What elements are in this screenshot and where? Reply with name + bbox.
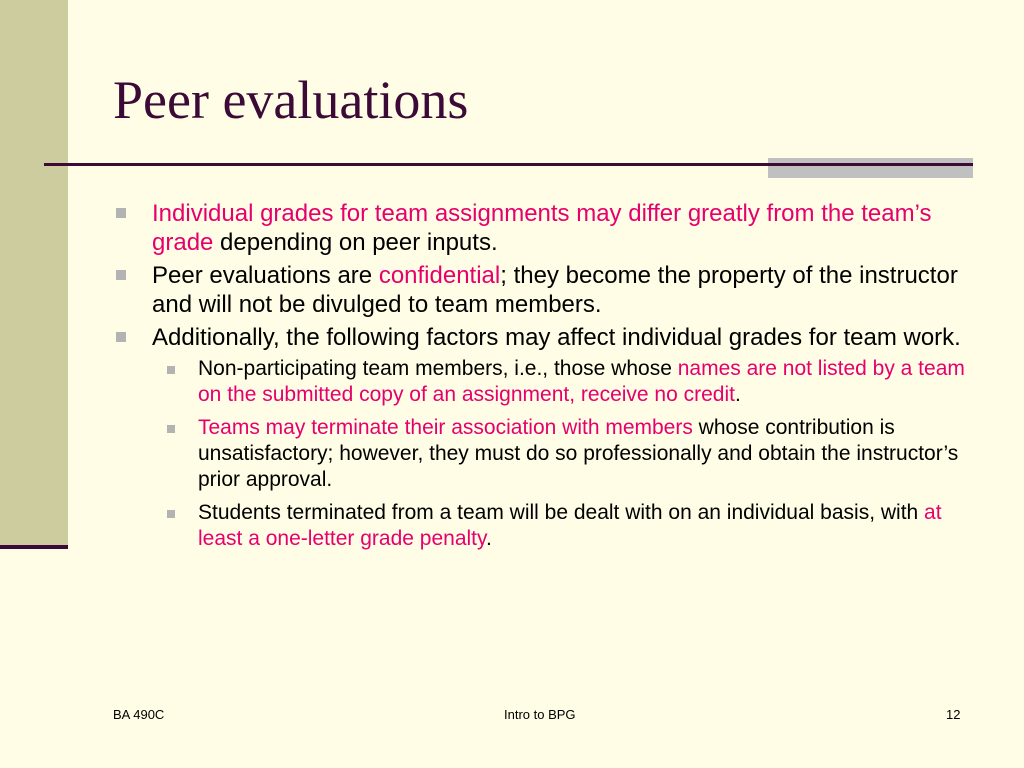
square-bullet-icon <box>116 270 126 280</box>
square-bullet-icon <box>116 208 126 218</box>
sub-bullet-item-terminate <box>114 415 974 493</box>
square-bullet-icon <box>116 332 126 342</box>
bullet-item-confidential <box>114 261 974 319</box>
square-bullet-icon <box>167 510 175 518</box>
footer-course-code: BA 490C <box>113 707 165 722</box>
sub-bullet-item-penalty <box>114 500 974 552</box>
bullet-text: ; they become the property of the instructor and will not be divulged to team members. <box>152 262 958 318</box>
side-decoration-bar <box>0 0 68 545</box>
sub-bullet-text-highlight: names are not listed by a team on the submitted copy of an assignment, receive no credit <box>198 357 965 406</box>
sub-bullet-text: Students terminated from a team will be dealt with on an individual basis, with <box>198 501 925 524</box>
sub-bullet-text: Non-participating team members, i.e., those whose <box>198 357 678 380</box>
bullet-text: Additionally, the following factors may affect individual grades for team work. <box>152 324 961 351</box>
sub-bullet-text: . <box>485 527 492 550</box>
bullet-text-highlight: Individual grades for team assignments may differ greatly from the team’s grade <box>152 200 932 256</box>
sub-bullet-item-no-credit <box>114 356 974 408</box>
bullet-list <box>114 199 974 559</box>
footer-lecture-title: Intro to BPG <box>504 707 576 722</box>
side-decoration-line <box>0 545 68 549</box>
sub-bullet-text-highlight: Teams may terminate their association with members <box>198 416 693 439</box>
footer-page-number: 12 <box>946 707 961 722</box>
bullet-text: Peer evaluations are <box>152 262 379 289</box>
sub-bullet-text: whose contribution is unsatisfactory; however, they must do so professionally and obtain the instructor’s prior approval. <box>198 416 959 491</box>
bullet-item-additional-factors <box>114 323 974 352</box>
square-bullet-icon <box>167 425 175 433</box>
square-bullet-icon <box>167 366 175 374</box>
slide-title: Peer evaluations <box>113 70 469 130</box>
bullet-text-highlight: confidential <box>378 262 501 289</box>
title-divider-accent <box>768 158 973 178</box>
sub-bullet-text: . <box>734 383 741 406</box>
sub-bullet-text-highlight: at least a one-letter grade penalty <box>198 501 942 550</box>
bullet-text: depending on peer inputs. <box>213 229 498 256</box>
bullet-item-grades-differ <box>114 199 974 257</box>
